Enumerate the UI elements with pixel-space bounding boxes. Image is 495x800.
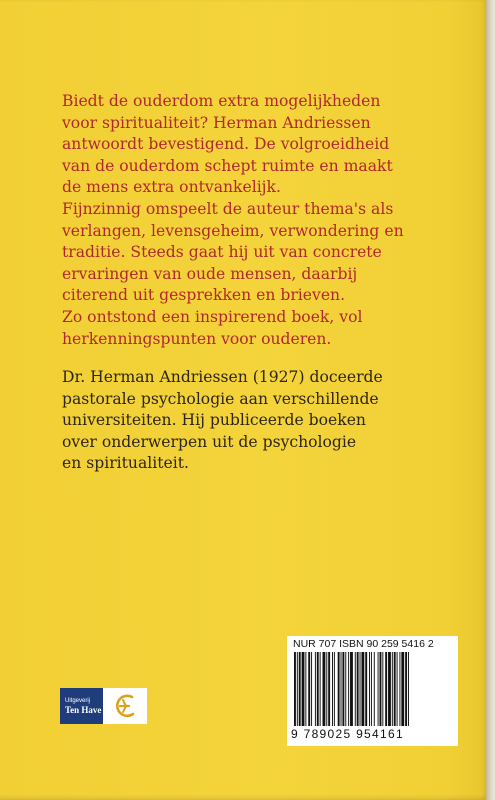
barcode-bar [401, 652, 404, 726]
blurb-line: traditie. Steeds gaat hij uit van concrete [62, 243, 382, 262]
blurb-text [62, 91, 462, 350]
barcode-bar [385, 652, 387, 726]
barcode-bar [299, 652, 301, 726]
barcode-bar [348, 652, 349, 726]
barcode-bar [361, 652, 364, 726]
barcode-bar [350, 652, 353, 726]
barcode-bar [405, 652, 407, 726]
barcode-bar [311, 652, 312, 726]
publisher-logo [60, 688, 147, 724]
bio-line: pastorale psychologie aan verschillende [62, 389, 379, 408]
barcode-bar [338, 652, 340, 726]
isbn-barcode [287, 636, 458, 746]
blurb-line: voor spiritualiteit? Herman Andriessen [62, 113, 371, 132]
blurb-line: van de ouderdom schept ruimte en maakt [62, 156, 393, 175]
barcode-bar [380, 652, 382, 726]
barcode-bar [342, 652, 344, 726]
barcode-bar [365, 652, 367, 726]
publisher-logo-panel [60, 688, 103, 724]
barcode-bar [374, 652, 375, 726]
barcode-bar [394, 652, 396, 726]
author-bio [62, 367, 462, 475]
blurb-line: citerend uit gesprekken en brieven. [62, 286, 346, 305]
barcode-bar [297, 652, 298, 726]
blurb-line: Fijnzinnig omspeelt de auteur thema's als [62, 199, 394, 218]
book-page-edge [486, 0, 495, 800]
blurb-line: verlangen, levensgeheim, verwondering en [62, 221, 404, 240]
bio-line: en spiritualiteit. [62, 454, 189, 473]
barcode-bar [332, 652, 333, 726]
barcode-bar [382, 652, 383, 726]
barcode-bar [371, 652, 372, 726]
barcode-bar [334, 652, 335, 726]
barcode-bar [326, 652, 327, 726]
barcode-bar [341, 652, 342, 726]
barcode-bar [355, 652, 356, 726]
publisher-name: Ten Have [65, 704, 102, 715]
blurb-line: antwoordt bevestigend. De volgroeidheid [62, 135, 390, 154]
bio-line: universiteiten. Hij publiceerde boeken [62, 411, 366, 430]
ten-have-emblem-icon [103, 688, 147, 724]
barcode-bar [397, 652, 398, 726]
barcode-bar [308, 652, 310, 726]
isbn-label: NUR 707 ISBN 90 259 5416 2 [293, 638, 434, 650]
barcode-bar [369, 652, 370, 726]
blurb-line: Biedt de ouderdom extra mogelijkheden [62, 92, 381, 110]
barcode-bar [408, 652, 409, 726]
blurb-line: herkenningspunten voor ouderen. [62, 329, 332, 348]
barcode-bar [357, 652, 359, 726]
barcode-bar [320, 652, 321, 726]
barcode-bar [315, 652, 316, 726]
barcode-bar [317, 652, 319, 726]
barcode-bar [323, 652, 326, 726]
barcode-bar [302, 652, 305, 726]
barcode-number: 9 789025 954161 [291, 727, 404, 741]
barcode-bar [294, 652, 296, 726]
barcode-bar [399, 652, 400, 726]
bio-line: over onderwerpen uit de psychologie [62, 432, 357, 451]
barcode-bar [345, 652, 346, 726]
barcode-bar [378, 652, 379, 726]
barcode-bar [305, 652, 306, 726]
barcode-bar [328, 652, 330, 726]
blurb-line: ervaringen van oude mensen, daarbij [62, 264, 358, 283]
blurb-line: de mens extra ontvankelijk. [62, 178, 281, 197]
barcode-bar [388, 652, 391, 726]
publisher-small-text: Uitgeverij [65, 697, 91, 704]
bio-line: Dr. Herman Andriessen (1927) doceerde [62, 368, 383, 386]
barcode-bar [360, 652, 361, 726]
barcode-bar [392, 652, 393, 726]
blurb-line: Zo ontstond een inspirerend boek, vol [62, 307, 363, 326]
barcode-bars [293, 652, 452, 726]
